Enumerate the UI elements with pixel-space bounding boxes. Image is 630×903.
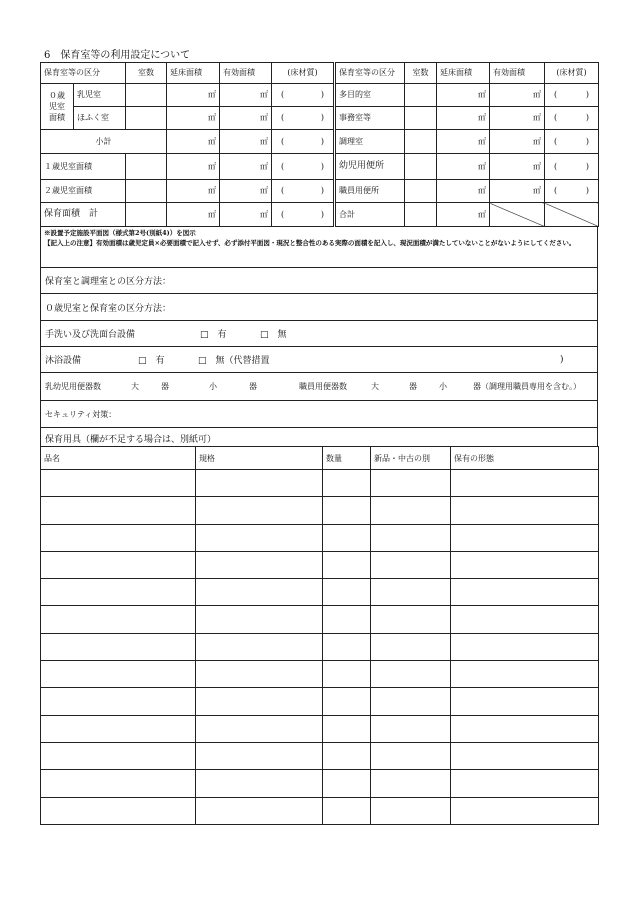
ownership-cell[interactable] xyxy=(451,524,599,551)
section-title: 6 保育室等の利用設定について xyxy=(44,50,191,61)
field-handwash xyxy=(40,321,598,347)
bath-label: 沐浴設備 xyxy=(45,356,82,366)
zero-age-label: ０歳児室面積 xyxy=(41,84,74,130)
item-name-cell[interactable] xyxy=(41,715,196,742)
header-rooms: 室数 xyxy=(126,63,167,84)
office-count[interactable] xyxy=(405,107,437,130)
item-name-cell[interactable] xyxy=(41,579,196,606)
ownership-cell[interactable] xyxy=(451,715,599,742)
multipurpose-count[interactable] xyxy=(405,84,437,107)
new-used-cell[interactable] xyxy=(371,524,451,551)
security-label: セキュリティ対策： xyxy=(45,409,117,419)
ownership-cell[interactable] xyxy=(451,661,599,688)
age1-effective-area[interactable]: ㎡ xyxy=(220,154,272,180)
header-category: 保育室等の区分 xyxy=(41,63,126,84)
toilet-staff-big-unit: 器 xyxy=(409,382,417,391)
spec-cell[interactable] xyxy=(196,606,323,633)
row-child-toilet: 幼児用便所 xyxy=(335,154,405,180)
row-office: 事務室等 xyxy=(335,107,405,130)
notes-box xyxy=(40,226,598,268)
ownership-cell[interactable] xyxy=(451,497,599,524)
toilet-note: 器（調理用職員専用を含む。） xyxy=(473,382,581,391)
quantity-cell[interactable] xyxy=(323,606,371,633)
row-multipurpose: 多目的室 xyxy=(335,84,405,107)
new-used-cell[interactable] xyxy=(371,551,451,578)
row-age1: １歳児室面積 xyxy=(41,154,126,180)
quantity-cell[interactable] xyxy=(323,797,371,824)
header-new-used: 新品・中古の別 xyxy=(371,447,451,470)
spec-cell[interactable] xyxy=(196,661,323,688)
new-used-cell[interactable] xyxy=(371,797,451,824)
ownership-cell[interactable] xyxy=(451,742,599,769)
age2-effective-area[interactable]: ㎡ xyxy=(220,180,272,203)
new-used-cell[interactable] xyxy=(371,497,451,524)
quantity-cell[interactable] xyxy=(323,770,371,797)
item-name-cell[interactable] xyxy=(41,470,196,497)
toilet-staff-small: 小 xyxy=(439,382,447,391)
kitchen-effective-area[interactable]: ㎡ xyxy=(490,130,545,154)
item-name-cell[interactable] xyxy=(41,524,196,551)
area-table xyxy=(40,62,599,227)
new-used-cell[interactable] xyxy=(371,633,451,660)
age1-material[interactable]: ( ) xyxy=(272,154,335,180)
table-row xyxy=(41,770,599,797)
ownership-cell[interactable] xyxy=(451,551,599,578)
spec-cell[interactable] xyxy=(196,688,323,715)
spec-cell[interactable] xyxy=(196,470,323,497)
item-name-cell[interactable] xyxy=(41,497,196,524)
quantity-cell[interactable] xyxy=(323,524,371,551)
ownership-cell[interactable] xyxy=(451,770,599,797)
header-spec: 規格 xyxy=(196,447,323,470)
crawl-room-count[interactable] xyxy=(126,107,167,130)
total-nursery-effective-area[interactable]: ㎡ xyxy=(220,203,272,227)
item-name-cell[interactable] xyxy=(41,742,196,769)
grand-total-material-blank xyxy=(545,203,599,227)
table-row xyxy=(41,551,599,578)
field-toilets xyxy=(40,373,598,401)
bath-yes-checkbox[interactable]: □ 有 xyxy=(138,356,165,366)
multipurpose-effective-area[interactable]: ㎡ xyxy=(490,84,545,107)
office-effective-area[interactable]: ㎡ xyxy=(490,107,545,130)
quantity-cell[interactable] xyxy=(323,551,371,578)
notes-line-2: 【記入上の注意】有効面積は歳児定員×必要面積で記入せず、必ず添付平面図・現況と整合性のある実際の面積を記入し、現況面積が満たしていないことがないようにしてください。 xyxy=(44,239,576,247)
header-category-right: 保育室等の区分 xyxy=(335,63,405,84)
grand-total-count[interactable] xyxy=(405,203,437,227)
toilet-child-label: 乳幼児用便器数 xyxy=(45,382,101,391)
table-row xyxy=(41,797,599,824)
quantity-cell[interactable] xyxy=(323,661,371,688)
age1-count[interactable] xyxy=(126,154,167,180)
total-nursery-count[interactable] xyxy=(126,203,167,227)
row-grand-total: 合計 xyxy=(335,203,405,227)
header-ownership: 保有の形態 xyxy=(451,447,599,470)
row-kitchen: 調理室 xyxy=(335,130,405,154)
child-toilet-floor-area[interactable]: ㎡ xyxy=(437,154,490,180)
ownership-cell[interactable] xyxy=(451,797,599,824)
table-row xyxy=(41,606,599,633)
infant-room-count[interactable] xyxy=(126,84,167,107)
equipment-title-row xyxy=(40,428,598,447)
crawl-floor-area[interactable]: ㎡ xyxy=(167,107,220,130)
row-age2: ２歳児室面積 xyxy=(41,180,126,203)
item-name-cell[interactable] xyxy=(41,633,196,660)
kitchen-material[interactable]: ( ) xyxy=(545,130,599,154)
table-row xyxy=(41,524,599,551)
child-toilet-material[interactable]: ( ) xyxy=(545,154,599,180)
header-quantity: 数量 xyxy=(323,447,371,470)
table-row xyxy=(41,688,599,715)
item-name-cell[interactable] xyxy=(41,797,196,824)
staff-toilet-count[interactable] xyxy=(405,180,437,203)
handwash-yes-checkbox[interactable]: □ 有 xyxy=(200,330,227,340)
kitchen-count[interactable] xyxy=(405,130,437,154)
quantity-cell[interactable] xyxy=(323,742,371,769)
spec-cell[interactable] xyxy=(196,797,323,824)
staff-toilet-effective-area[interactable]: ㎡ xyxy=(490,180,545,203)
table-row xyxy=(41,497,599,524)
new-used-cell[interactable] xyxy=(371,715,451,742)
quantity-cell[interactable] xyxy=(323,470,371,497)
age1-floor-area[interactable]: ㎡ xyxy=(167,154,220,180)
notes-line-1: ※設置予定施設平面図（様式第2号(別紙4)）を図示 xyxy=(44,229,196,237)
spec-cell[interactable] xyxy=(196,715,323,742)
table-row xyxy=(41,742,599,769)
infant-floor-area[interactable]: ㎡ xyxy=(167,84,220,107)
field-division-zero[interactable] xyxy=(40,294,598,321)
quantity-cell[interactable] xyxy=(323,715,371,742)
division-zero-label: ０歳児室と保育室の区分方法： xyxy=(45,303,172,314)
age2-count[interactable] xyxy=(126,180,167,203)
header-floor-material-right: (床材質) xyxy=(545,63,599,84)
item-name-cell[interactable] xyxy=(41,551,196,578)
spec-cell[interactable] xyxy=(196,579,323,606)
spec-cell[interactable] xyxy=(196,770,323,797)
bath-close-paren: ) xyxy=(560,354,564,365)
office-material[interactable]: ( ) xyxy=(545,107,599,130)
spec-cell[interactable] xyxy=(196,524,323,551)
toilet-staff-big: 大 xyxy=(371,382,379,391)
ownership-cell[interactable] xyxy=(451,470,599,497)
equipment-title: 保育用具（欄が不足する場合は、別紙可） xyxy=(45,435,217,445)
grand-total-floor-area[interactable]: ㎡ xyxy=(437,203,490,227)
header-floor-area: 延床面積 xyxy=(167,63,220,84)
infant-effective-area[interactable]: ㎡ xyxy=(220,84,272,107)
header-rooms-right: 室数 xyxy=(405,63,437,84)
quantity-cell[interactable] xyxy=(323,579,371,606)
division-cook-label: 保育室と調理室との区分方法： xyxy=(45,277,172,287)
quantity-cell[interactable] xyxy=(323,633,371,660)
age2-floor-area[interactable]: ㎡ xyxy=(167,180,220,203)
handwash-label: 手洗い及び洗面台設備 xyxy=(45,330,136,340)
ownership-cell[interactable] xyxy=(451,688,599,715)
new-used-cell[interactable] xyxy=(371,606,451,633)
total-nursery-material[interactable]: ( ) xyxy=(272,203,335,227)
new-used-cell[interactable] xyxy=(371,742,451,769)
child-toilet-count[interactable] xyxy=(405,154,437,180)
ownership-cell[interactable] xyxy=(451,633,599,660)
area-header-row xyxy=(41,63,599,84)
ownership-cell[interactable] xyxy=(451,606,599,633)
ownership-cell[interactable] xyxy=(451,579,599,606)
table-row xyxy=(41,470,599,497)
item-name-cell[interactable] xyxy=(41,661,196,688)
table-row xyxy=(41,661,599,688)
row-crawl-room: ほふく室 xyxy=(74,107,126,130)
field-security[interactable] xyxy=(40,401,598,428)
new-used-cell[interactable] xyxy=(371,661,451,688)
new-used-cell[interactable] xyxy=(371,770,451,797)
new-used-cell[interactable] xyxy=(371,470,451,497)
total-nursery-floor-area[interactable]: ㎡ xyxy=(167,203,220,227)
child-toilet-effective-area[interactable]: ㎡ xyxy=(490,154,545,180)
spec-cell[interactable] xyxy=(196,497,323,524)
equipment-header-row xyxy=(41,447,599,470)
header-effective-area-right: 有効面積 xyxy=(490,63,545,84)
row-total-nursery: 保育面積 計 xyxy=(41,203,126,227)
bath-no-checkbox[interactable]: □ 無（代替措置 xyxy=(198,356,270,366)
crawl-effective-area[interactable]: ㎡ xyxy=(220,107,272,130)
field-bath xyxy=(40,347,598,373)
table-row xyxy=(41,633,599,660)
grand-total-effective-blank xyxy=(490,203,545,227)
spec-cell[interactable] xyxy=(196,742,323,769)
toilet-child-small-unit: 器 xyxy=(249,382,257,391)
multipurpose-floor-area[interactable]: ㎡ xyxy=(437,84,490,107)
toilet-staff-label: 職員用便器数 xyxy=(299,382,347,391)
crawl-material[interactable]: ( ) xyxy=(272,107,335,130)
toilet-child-big: 大 xyxy=(131,382,139,391)
field-division-cook[interactable] xyxy=(40,268,598,294)
table-row xyxy=(41,579,599,606)
spec-cell[interactable] xyxy=(196,551,323,578)
subtotal-floor-area[interactable]: ㎡ xyxy=(167,130,220,154)
item-name-cell[interactable] xyxy=(41,688,196,715)
quantity-cell[interactable] xyxy=(323,497,371,524)
office-floor-area[interactable]: ㎡ xyxy=(437,107,490,130)
header-floor-area-right: 延床面積 xyxy=(437,63,490,84)
handwash-no-checkbox[interactable]: □ 無 xyxy=(260,330,287,340)
row-subtotal: 小計 xyxy=(41,130,167,154)
table-row xyxy=(41,715,599,742)
staff-toilet-floor-area[interactable]: ㎡ xyxy=(437,180,490,203)
item-name-cell[interactable] xyxy=(41,770,196,797)
multipurpose-material[interactable]: ( ) xyxy=(545,84,599,107)
row-staff-toilet: 職員用便所 xyxy=(335,180,405,203)
subtotal-effective-area[interactable]: ㎡ xyxy=(220,130,272,154)
header-floor-material: (床材質) xyxy=(272,63,335,84)
new-used-cell[interactable] xyxy=(371,688,451,715)
item-name-cell[interactable] xyxy=(41,606,196,633)
spec-cell[interactable] xyxy=(196,633,323,660)
kitchen-floor-area[interactable]: ㎡ xyxy=(437,130,490,154)
equipment-table xyxy=(40,446,599,825)
subtotal-material[interactable]: ( ) xyxy=(272,130,335,154)
staff-toilet-material[interactable]: ( ) xyxy=(545,180,599,203)
header-effective-area: 有効面積 xyxy=(220,63,272,84)
toilet-child-big-unit: 器 xyxy=(161,382,169,391)
infant-material[interactable]: ( ) xyxy=(272,84,335,107)
toilet-child-small: 小 xyxy=(209,382,217,391)
header-item-name: 品名 xyxy=(41,447,196,470)
quantity-cell[interactable] xyxy=(323,688,371,715)
age2-material[interactable]: ( ) xyxy=(272,180,335,203)
row-infant-room: 乳児室 xyxy=(74,84,126,107)
new-used-cell[interactable] xyxy=(371,579,451,606)
